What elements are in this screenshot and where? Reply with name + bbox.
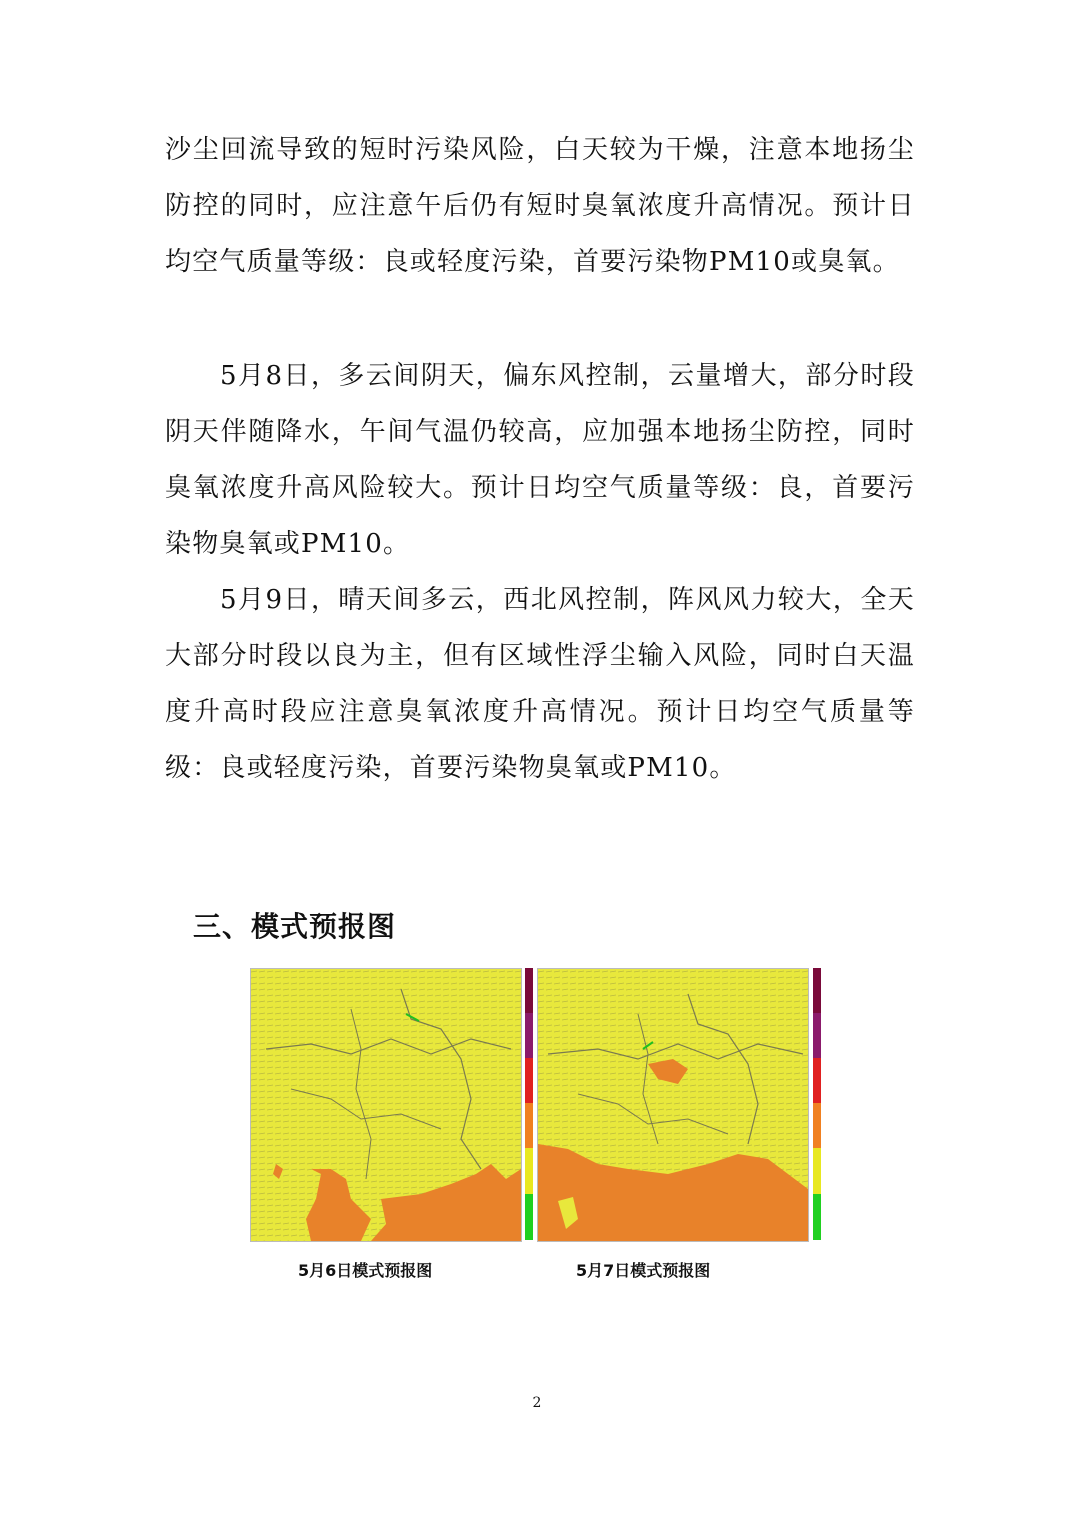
paragraph-may-9: 5月9日，晴天间多云，西北风控制，阵风风力较大，全天大部分时段以良为主，但有区域性浮尘输入风险，同时白天温度升高时段应注意臭氧浓度升高情况。预计日均空气质量等级：良或轻度污染，首要污染物臭氧或PM10。 <box>165 585 915 783</box>
legend-swatch <box>525 1194 533 1240</box>
forecast-map-may-7-image <box>538 969 808 1241</box>
forecast-map-may-6 <box>250 968 522 1242</box>
legend-swatch <box>525 1013 533 1058</box>
legend-swatch <box>525 968 533 1013</box>
map-legend-1 <box>525 968 533 1240</box>
section-heading: 三、模式预报图 <box>193 910 397 943</box>
legend-swatch <box>525 1058 533 1103</box>
forecast-map-may-7 <box>537 968 809 1242</box>
legend-swatch <box>525 1103 533 1148</box>
legend-swatch <box>813 1194 821 1240</box>
legend-swatch <box>813 1148 821 1194</box>
legend-swatch <box>813 968 821 1013</box>
map-legend-2 <box>813 968 821 1240</box>
forecast-map-may-6-image <box>251 969 521 1241</box>
paragraph-continuation: 沙尘回流导致的短时污染风险，白天较为干燥，注意本地扬尘防控的同时，应注意午后仍有短时臭氧浓度升高情况。预计日均空气质量等级：良或轻度污染，首要污染物PM10或臭氧。 <box>165 135 915 277</box>
legend-swatch <box>525 1148 533 1194</box>
legend-swatch <box>813 1013 821 1058</box>
legend-swatch <box>813 1058 821 1103</box>
figure-caption-may-6: 5月6日模式预报图 <box>298 1261 433 1280</box>
figure-caption-may-7: 5月7日模式预报图 <box>576 1261 711 1280</box>
legend-swatch <box>813 1103 821 1148</box>
paragraph-may-8: 5月8日，多云间阴天，偏东风控制，云量增大，部分时段阴天伴随降水，午间气温仍较高，应加强本地扬尘防控，同时臭氧浓度升高风险较大。预计日均空气质量等级：良，首要污染物臭氧或PM10。 <box>165 361 915 559</box>
page-number: 2 <box>532 1395 542 1411</box>
